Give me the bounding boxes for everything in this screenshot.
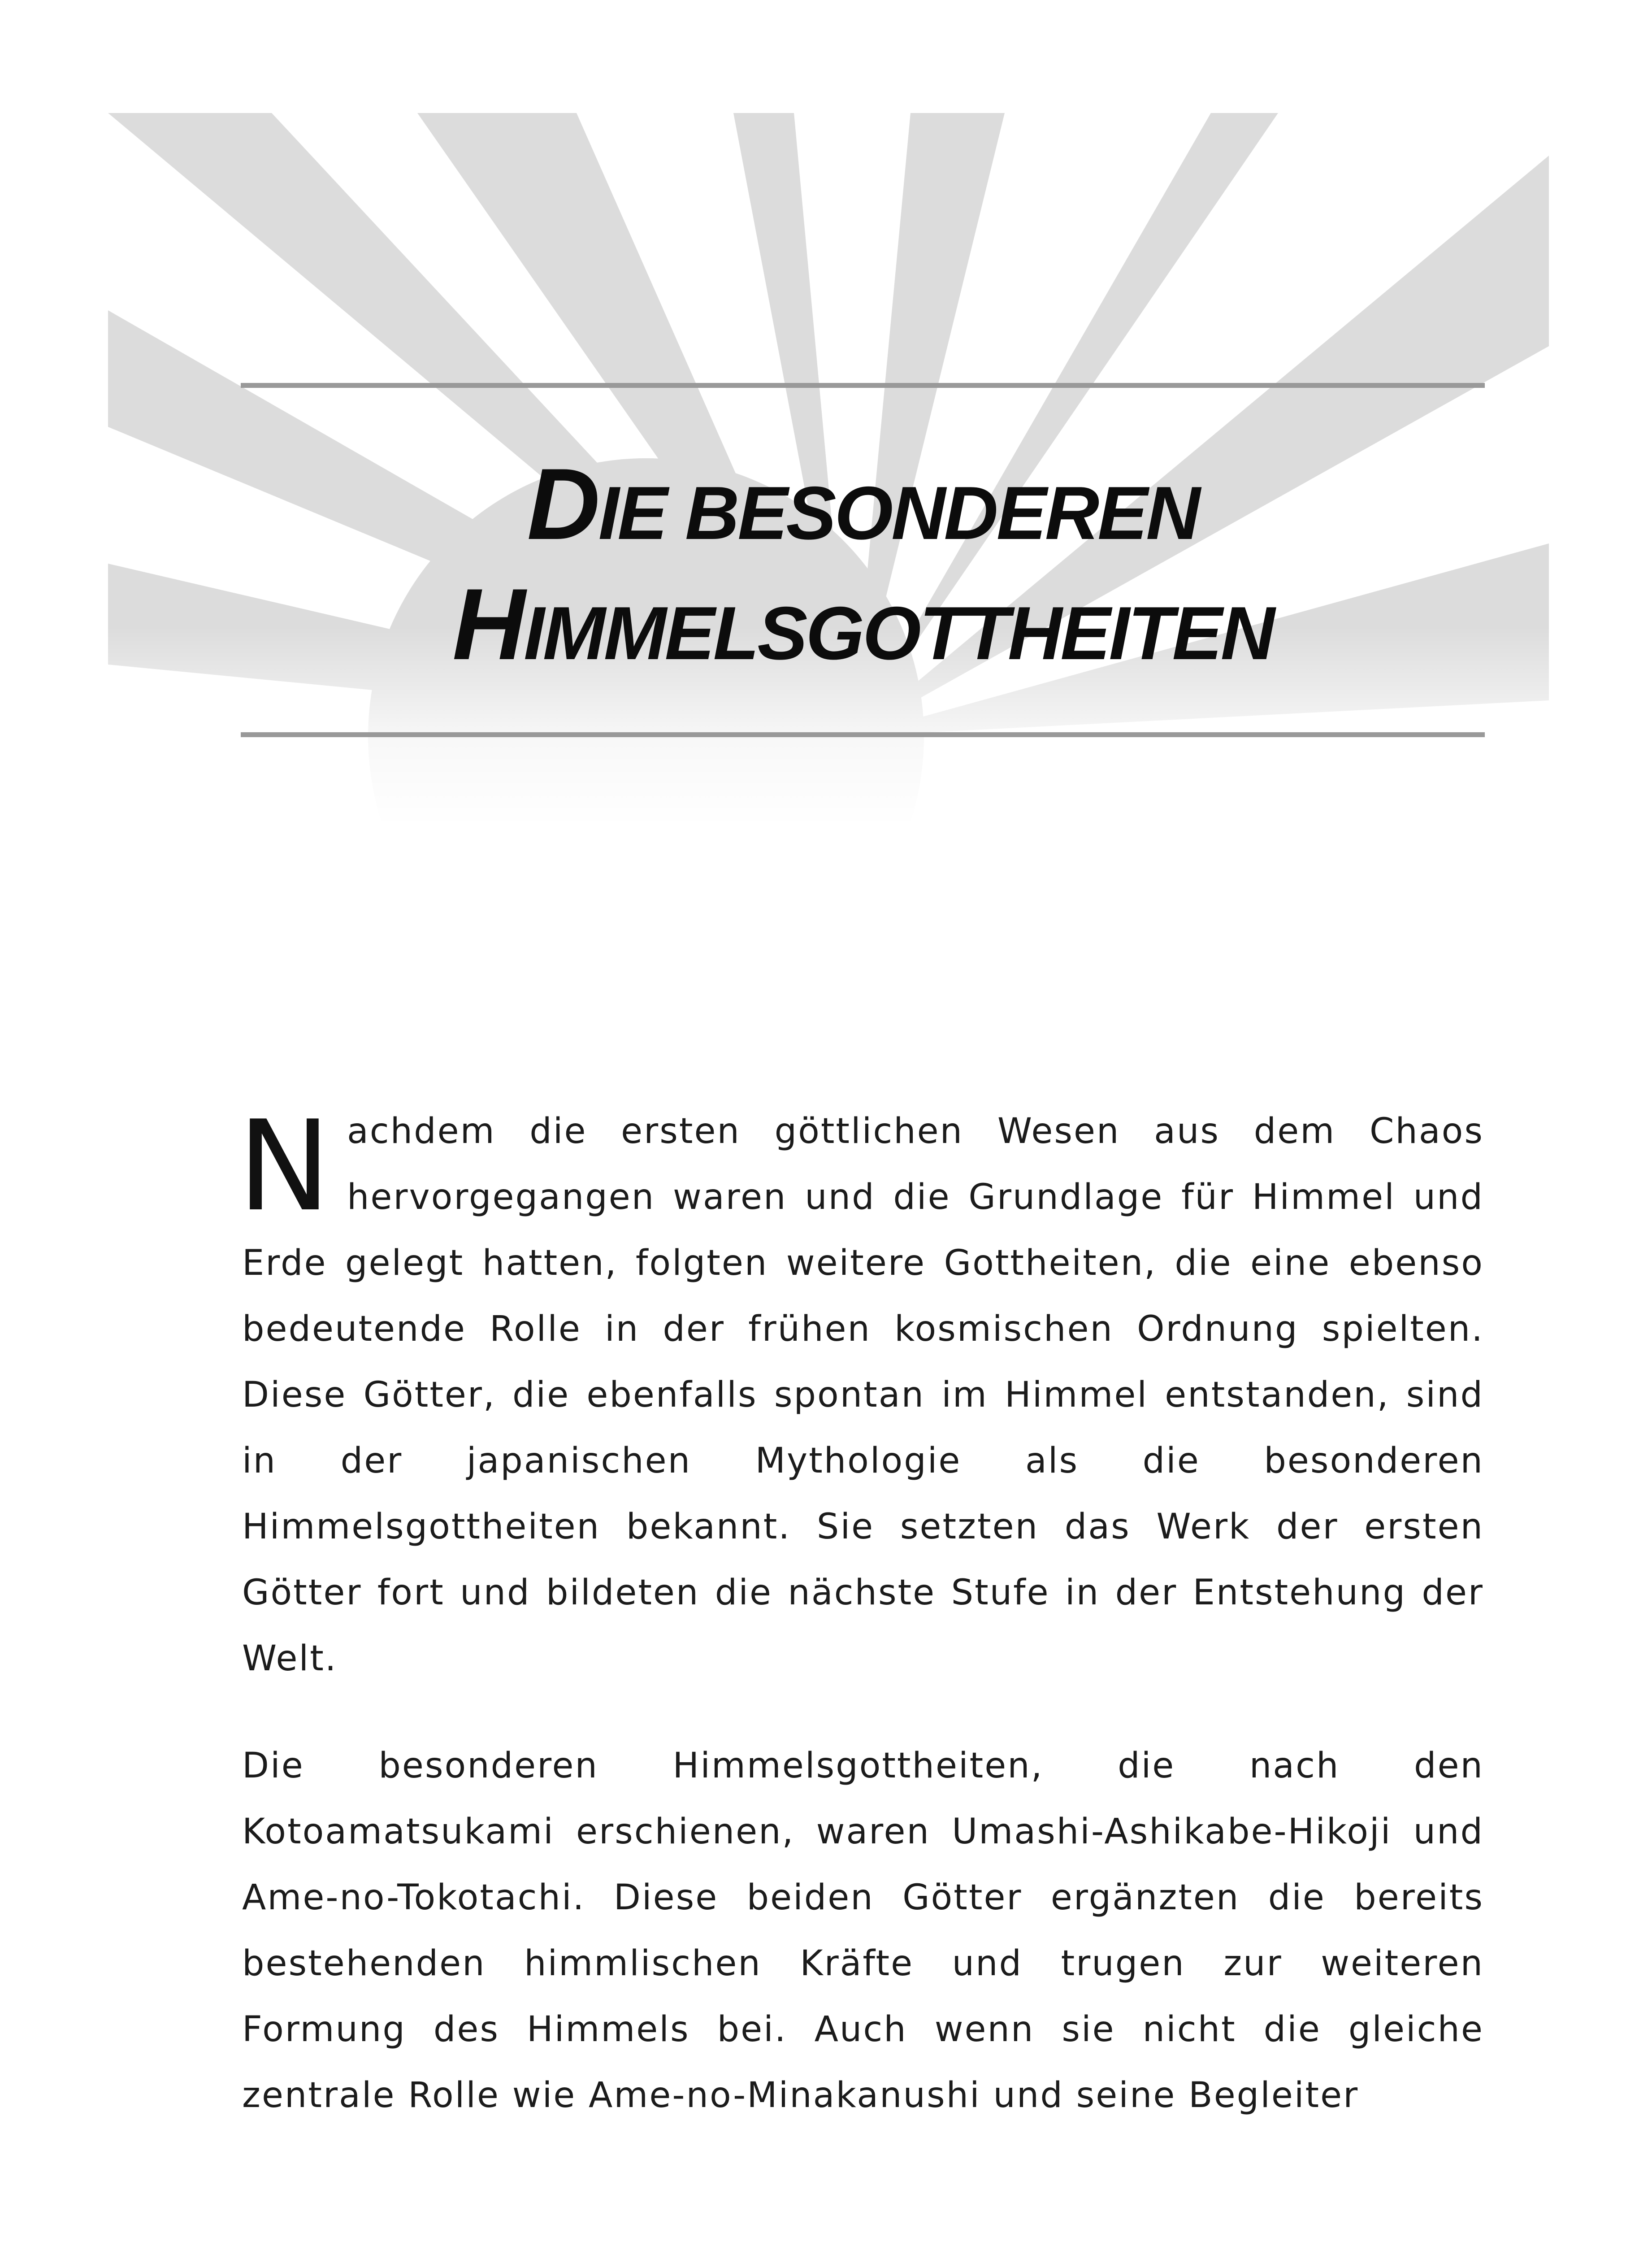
title-bottom-rule	[241, 732, 1485, 737]
body-paragraph-2: Die besonderen Himmelsgottheiten, die nach den Kotoamatsukami erschienen, waren Umashi-Ashikabe-Hikoji und Ame-no-Tokotachi. Diese beiden Götter ergänzten die bereits bestehenden himmlischen Kräfte und trugen zur weiteren Formung des Himmels bei. Auch wenn sie nicht die gleiche zentrale Rolle wie Ame-no-Minakanushi und seine Begleiter	[242, 1746, 1484, 2116]
chapter-title	[241, 448, 1485, 689]
title-top-rule	[241, 383, 1485, 388]
paragraph-1-text: achdem die ersten göttlichen Wesen aus dem Chaos hervorgegangen waren und die Grundlage für Himmel und Erde gelegt hatten, folgten weitere Gottheiten, die eine ebenso bedeutende Rolle in der frühen kosmischen Ordnung spielten. Diese Götter, die ebenfalls spontan im Himmel entstanden, sind in der japanischen Mythologie als die besonderen Himmelsgottheiten bekannt. Sie setzten das Werk der ersten Götter fort und bildeten die nächste Stufe in der Entstehung der Welt.	[242, 1111, 1484, 1679]
drop-cap: N	[238, 1094, 331, 1239]
body-paragraph-1	[238, 1094, 1484, 1692]
title-line-2: HIMMELSGOTTHEITEN	[452, 567, 1274, 681]
title-line-1: DIE BESONDEREN	[527, 447, 1199, 560]
